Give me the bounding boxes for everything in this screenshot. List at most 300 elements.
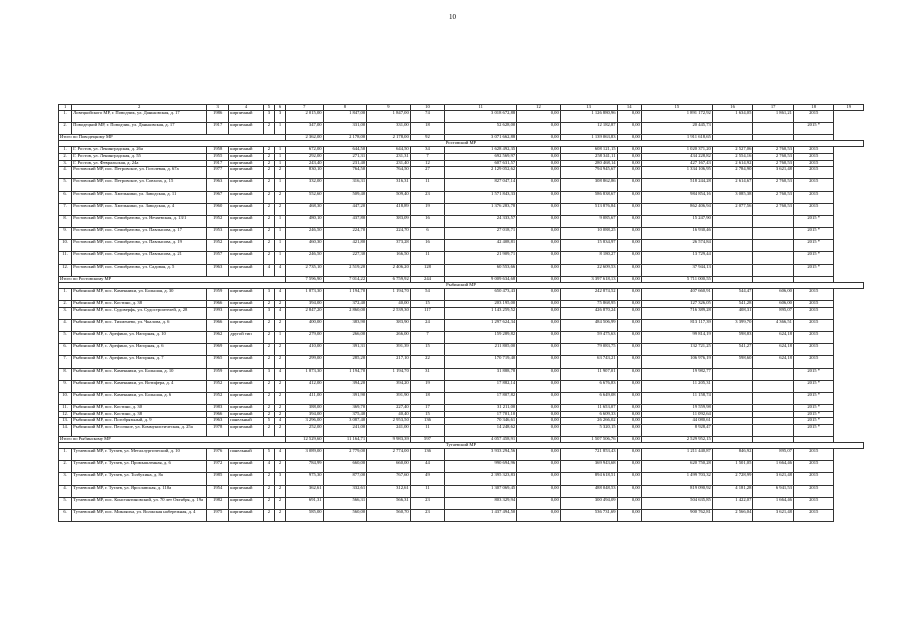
table-cell: 59 475,63	[560, 332, 617, 344]
table-row	[59, 356, 864, 368]
table-cell: 11	[410, 179, 444, 191]
table-cell: 1	[274, 240, 285, 252]
table-cell: 2	[263, 344, 274, 356]
table-cell: 54	[410, 288, 444, 300]
table-cell: 1976	[207, 449, 229, 461]
table-cell: 1.	[59, 288, 72, 300]
table-cell: 2015 *	[793, 240, 834, 252]
table-cell: кирпичный	[229, 473, 263, 485]
table-cell: 2	[263, 356, 274, 368]
table-cell: 0,00	[517, 437, 561, 443]
table-cell: 0,00	[517, 380, 561, 392]
table-cell: 19 982,77	[641, 368, 712, 380]
table-cell: 217,10	[367, 356, 411, 368]
table-cell: 1 873,30	[286, 288, 324, 300]
table-cell: 369 943,68	[560, 461, 617, 473]
table-cell: кирпичный	[229, 356, 263, 368]
table-cell: 9.	[59, 228, 72, 240]
table-row	[59, 405, 864, 412]
table-cell: 2	[274, 356, 285, 368]
table-cell: 0,00	[517, 215, 561, 227]
table-cell: Рыбинский МР, с. Арефино, ул. Нагорная, д. 7	[72, 356, 207, 368]
table-cell	[753, 368, 794, 380]
table-cell: 11.	[59, 405, 72, 412]
table-cell: 0,00	[617, 307, 641, 319]
table-cell: 1959	[207, 368, 229, 380]
table-cell: 4 057 458,91	[445, 437, 517, 443]
table-cell: 900 762,81	[641, 510, 712, 522]
table-cell	[753, 264, 794, 276]
table-cell: 9 085,67	[560, 215, 617, 227]
table-cell	[712, 240, 753, 252]
table-cell: 2015	[793, 485, 834, 497]
table-cell: 794 945,67	[560, 167, 617, 179]
table-cell: 0,00	[617, 228, 641, 240]
table-cell: 0,00	[517, 424, 561, 436]
table-row	[59, 240, 864, 252]
table-cell: кирпичный	[229, 485, 263, 497]
table-cell: 2	[274, 344, 285, 356]
table-cell: 1	[274, 215, 285, 227]
table-cell: 1954	[207, 485, 229, 497]
table-cell: 0,00	[517, 418, 561, 425]
table-cell: 607 631,57	[445, 160, 517, 167]
table-cell: 0,00	[517, 319, 561, 331]
table-cell: 203 195,00	[445, 301, 517, 308]
table-cell: Рыбинский МР, пос. Костино, д. 30	[72, 405, 207, 412]
table-cell: 74	[410, 111, 444, 123]
table-cell: 2	[263, 228, 274, 240]
table-cell: 5.	[59, 497, 72, 509]
table-cell: 1 847,00	[323, 111, 367, 123]
table-cell: Рыбинский МР, пос. Костино, д. 38	[72, 301, 207, 308]
table-cell: кирпичный	[229, 252, 263, 264]
table-cell: 2 554,16	[712, 153, 753, 160]
table-cell: 2	[263, 215, 274, 227]
table-cell: 2	[274, 497, 285, 509]
table-row	[59, 203, 864, 215]
table-cell: 672,00	[286, 147, 324, 154]
table-cell: кирпичный	[229, 167, 263, 179]
table-cell: 2 566,04	[712, 510, 753, 522]
table-cell: 846,92	[712, 449, 753, 461]
table-cell: 23	[410, 191, 444, 203]
table-cell: 15 247,90	[641, 215, 712, 227]
table-cell: 5 320,15	[560, 424, 617, 436]
table-cell: 3 296,00	[286, 418, 324, 425]
table-cell: 2 860,00	[323, 307, 367, 319]
table-cell: 13 729,44	[641, 252, 712, 264]
table-row	[59, 179, 864, 191]
table-cell: 1	[274, 332, 285, 344]
table-cell: 37 944,13	[641, 264, 712, 276]
table-row	[59, 191, 864, 203]
table-cell: 331,00	[367, 123, 411, 135]
table-cell: 2	[263, 301, 274, 308]
table-cell: 0,00	[517, 485, 561, 497]
table-row	[59, 368, 864, 380]
table-cell: кирпичный	[229, 288, 263, 300]
table-cell: 2015 *	[793, 411, 834, 418]
table-cell: 3	[274, 473, 285, 485]
table-cell: 2015 *	[793, 418, 834, 425]
table-cell	[712, 411, 753, 418]
table-row	[59, 497, 864, 509]
table-cell: 2	[274, 424, 285, 436]
table-cell: 2	[274, 411, 285, 418]
table-cell: 2 728,99	[712, 473, 753, 485]
table-cell: 644,50	[323, 147, 367, 154]
table-cell: 3	[263, 288, 274, 300]
table-cell: кирпичный	[229, 392, 263, 404]
table-cell: Тутаевский МР	[59, 443, 864, 449]
table-cell: 2015 *	[793, 252, 834, 264]
table-cell: 10.	[59, 392, 72, 404]
table-cell: Ловецкойского МР, г. Поводчик, ул. Даньковская, д. 17	[72, 111, 207, 123]
table-cell: 4	[274, 449, 285, 461]
table-cell: 813 117,39	[641, 319, 712, 331]
table-cell: Тутаевский МР, пос. Константиновский, ул. 70 лет Октября, д. 19а	[72, 497, 207, 509]
table-cell: 312,61	[367, 485, 411, 497]
table-cell: 4	[274, 368, 285, 380]
table-cell: 984 854,16	[641, 191, 712, 203]
table-cell: 407 660,91	[641, 288, 712, 300]
table-cell: 1986	[207, 111, 229, 123]
table-cell: 27	[410, 167, 444, 179]
table-cell: 159 289,82	[445, 332, 517, 344]
table-cell: 2 614,92	[712, 160, 753, 167]
table-cell: 227,40	[367, 405, 411, 412]
table-cell: 252,00	[286, 424, 324, 436]
table-cell: кирпичный	[229, 405, 263, 412]
table-cell	[753, 418, 794, 425]
table-cell: 7	[410, 153, 444, 160]
table-cell: 7	[410, 332, 444, 344]
table-cell: 6.	[59, 191, 72, 203]
table-cell: 15	[410, 411, 444, 418]
table-cell: 434 228,82	[641, 153, 712, 160]
table-cell: 0,00	[517, 264, 561, 276]
table-cell: 2	[263, 319, 274, 331]
table-cell: 383,90	[323, 319, 367, 331]
table-cell: 597	[410, 437, 444, 443]
table-cell: 394,00	[286, 411, 324, 418]
table-cell: 1.	[59, 449, 72, 461]
table-cell: 437,80	[323, 215, 367, 227]
table-cell: Рыбинский МР, пос. Каменники, ул. Вотифера, д. 4	[72, 380, 207, 392]
table-cell: 14 248,62	[445, 424, 517, 436]
table-cell: 26 266,02	[560, 418, 617, 425]
table-row	[59, 167, 864, 179]
table-row	[59, 473, 864, 485]
table-cell: кирпичный	[229, 497, 263, 509]
table-cell: 391,39	[367, 344, 411, 356]
table-row	[59, 449, 864, 461]
table-cell: 1 143 259,52	[445, 307, 517, 319]
table-cell: 2	[263, 147, 274, 154]
table-cell: 2	[274, 392, 285, 404]
table-cell: 0,00	[617, 240, 641, 252]
table-cell: 1917	[207, 123, 229, 135]
table-cell: 1963	[207, 179, 229, 191]
table-cell: кирпичный	[229, 147, 263, 154]
table-row	[59, 485, 864, 497]
table-cell: 2 527,06	[712, 147, 753, 154]
table-cell	[712, 368, 753, 380]
table-cell: Итого по Поводецкому МР	[59, 135, 286, 141]
table-cell: Рыбинский МР, пос. Каменники, ул. Большая, д. 30	[72, 288, 207, 300]
table-cell: 3	[274, 111, 285, 123]
table-cell: 2015	[793, 147, 834, 154]
table-cell: 721 853,43	[560, 449, 617, 461]
table-cell: 279,00	[286, 332, 324, 344]
table-cell: 1 873,30	[286, 368, 324, 380]
table-cell: 2	[263, 179, 274, 191]
table-cell: 692 569,97	[445, 153, 517, 160]
table-cell: 0,00	[517, 301, 561, 308]
table-cell	[753, 240, 794, 252]
table-row	[59, 111, 864, 123]
table-cell: 6 759,92	[367, 276, 411, 282]
table-cell: 0,00	[517, 111, 561, 123]
table-cell: 2015	[793, 473, 834, 485]
table-cell: 0,00	[517, 160, 561, 167]
table-cell: 34	[410, 147, 444, 154]
table-cell: 2015	[793, 167, 834, 179]
table-cell: 99 814,19	[641, 332, 712, 344]
table-cell: 6	[410, 228, 444, 240]
table-cell: 830,10	[286, 167, 324, 179]
table-cell: 0,00	[617, 449, 641, 461]
table-cell: 9 983,39	[367, 437, 411, 443]
table-cell: 0,00	[517, 332, 561, 344]
table-cell: 1975	[207, 510, 229, 522]
table-cell	[753, 411, 794, 418]
table-cell	[712, 380, 753, 392]
table-cell: Г. Ростов, ул. Ленинградская, д. 55	[72, 153, 207, 160]
table-cell: 0,00	[617, 288, 641, 300]
table-cell: 19	[834, 105, 864, 111]
table-cell: 1 861,21	[753, 111, 794, 123]
table-cell: 8	[323, 105, 367, 111]
table-cell: 975,30	[286, 473, 324, 485]
table-cell: 5	[263, 418, 274, 425]
table-cell: 2	[274, 405, 285, 412]
table-cell: 2015	[793, 203, 834, 215]
table-cell: 624,18	[753, 344, 794, 356]
table-cell: 5.	[59, 332, 72, 344]
table-cell: 0,00	[517, 135, 561, 141]
table-cell: 21 909,71	[445, 252, 517, 264]
table-cell: 1	[274, 160, 285, 167]
table-cell: 244	[410, 276, 444, 282]
table-cell: 2	[263, 380, 274, 392]
table-cell: 1 422,07	[712, 497, 753, 509]
table-cell: 258 341,11	[560, 153, 617, 160]
table-cell: 7.	[59, 356, 72, 368]
table-cell	[753, 215, 794, 227]
table-cell: 266,00	[367, 332, 411, 344]
table-cell: 1966	[207, 319, 229, 331]
table-cell: 16	[410, 240, 444, 252]
table-cell: 1 664,46	[753, 497, 794, 509]
table-cell: 6.	[59, 510, 72, 522]
table-cell: 1965	[207, 356, 229, 368]
table-row	[59, 215, 864, 227]
table-row	[59, 160, 864, 167]
table-cell: 2	[263, 153, 274, 160]
table-cell: 4	[274, 418, 285, 425]
table-cell	[753, 252, 794, 264]
table-cell: 362,61	[286, 485, 324, 497]
table-cell: 9	[367, 105, 411, 111]
table-cell: Тутаевский МР, г. Тутаев, ул. Металлургический, д. 10	[72, 449, 207, 461]
table-cell: 2015	[793, 153, 834, 160]
table-cell: 2 362,00	[286, 135, 324, 141]
table-cell: 372,40	[323, 301, 367, 308]
table-cell: 2015 *	[793, 123, 834, 135]
table-cell: 2 760,53	[753, 191, 794, 203]
table-cell: 0,00	[517, 191, 561, 203]
table-cell: 63 743,21	[560, 356, 617, 368]
table-cell: 1958	[207, 147, 229, 154]
table-cell: 4 181,28	[712, 485, 753, 497]
table-cell: 4	[274, 307, 285, 319]
table-cell: Рыбинский МР, пос. Судоверфь, ул. Судостроителей, д. 28	[72, 307, 207, 319]
table-cell: 509,40	[367, 191, 411, 203]
table-cell: 5	[263, 105, 274, 111]
table-cell: 784,99	[286, 461, 324, 473]
table-cell: 716 389,28	[641, 307, 712, 319]
table-cell: 17 807,82	[445, 392, 517, 404]
table-cell: 44 080,61	[641, 418, 712, 425]
table-cell: 3.	[59, 307, 72, 319]
table-row	[59, 344, 864, 356]
table-cell: 75 868,95	[560, 301, 617, 308]
table-cell: 0,00	[617, 252, 641, 264]
table-cell: Г. Ростов, ул. Ленинградская, д. 26а	[72, 147, 207, 154]
table-cell: 1917	[207, 160, 229, 167]
table-cell: 2 760,53	[753, 179, 794, 191]
table-cell: 0,00	[617, 510, 641, 522]
table-cell: 1983	[207, 405, 229, 412]
table-cell	[712, 215, 753, 227]
table-cell: 241,00	[323, 424, 367, 436]
table-cell: 2015	[793, 461, 834, 473]
table-cell: 1972	[207, 461, 229, 473]
table-cell: 0,00	[517, 344, 561, 356]
table-cell: 3 071 662,88	[445, 135, 517, 141]
table-cell: кирпичный	[229, 191, 263, 203]
table-cell: 8 928,47	[641, 424, 712, 436]
table-cell: 0,00	[617, 276, 641, 282]
table-cell: 0,00	[617, 153, 641, 160]
table-cell: 410,00	[286, 344, 324, 356]
table-cell: 3.	[59, 473, 72, 485]
table-cell: 560,00	[323, 510, 367, 522]
table-cell: 2	[263, 332, 274, 344]
table-cell: 1978	[207, 424, 229, 436]
table-cell: 2	[263, 510, 274, 522]
table-cell: 22	[410, 356, 444, 368]
table-cell: 1952	[207, 240, 229, 252]
table-cell: 2	[274, 167, 285, 179]
table-cell: 3	[263, 307, 274, 319]
table-cell: 11 907,01	[560, 368, 617, 380]
table-cell: 894 618,51	[560, 473, 617, 485]
table-cell: Итого по Рыбинскому МР	[59, 437, 286, 443]
table-row	[59, 424, 864, 436]
table-cell: 12	[517, 105, 561, 111]
table-cell: Тутаевский МР, пос. Микляиха, ул. Волжская набережная, д. 4	[72, 510, 207, 522]
table-cell: 468,30	[286, 203, 324, 215]
table-cell: 1.	[59, 111, 72, 123]
table-row	[59, 123, 864, 135]
table-cell: 14	[617, 105, 641, 111]
table-cell: 3 621,48	[753, 510, 794, 522]
table-cell: 308 862,86	[560, 179, 617, 191]
table-cell: 1960	[207, 203, 229, 215]
table-cell: Г. Ростов, ул. Февральская, д. 24а	[72, 160, 207, 167]
table-cell: 2 406,20	[367, 264, 411, 276]
table-cell: 2.	[59, 461, 72, 473]
table-cell: 513 876,84	[560, 203, 617, 215]
table-cell: 17	[753, 105, 794, 111]
table-cell: 1963	[207, 264, 229, 276]
table-cell: 6	[274, 105, 285, 111]
table-cell: 2 529 952,15	[641, 437, 712, 443]
table-cell: 394,00	[286, 301, 324, 308]
table-cell: 2	[72, 105, 207, 111]
table-cell: 764,50	[367, 167, 411, 179]
table-cell: 2	[263, 160, 274, 167]
table-cell: 11	[410, 252, 444, 264]
table-cell: 127 326,05	[641, 301, 712, 308]
table-cell: 426 870,24	[560, 307, 617, 319]
table-cell	[753, 405, 794, 412]
table-cell: 347,00	[286, 123, 324, 135]
table-cell: 2	[263, 411, 274, 418]
table-cell: 585,00	[286, 510, 324, 522]
table-cell: 509,40	[323, 191, 367, 203]
table-cell: панельный	[229, 418, 263, 425]
table-cell: 383,90	[367, 319, 411, 331]
table-cell: 2015	[793, 332, 834, 344]
table-cell: кирпичный	[229, 228, 263, 240]
table-cell: 241,00	[367, 424, 411, 436]
table-cell: 447,20	[323, 203, 367, 215]
table-cell: 3	[207, 105, 229, 111]
table-cell: 23	[410, 510, 444, 522]
table-cell: 18	[793, 105, 834, 111]
table-cell: 2015 *	[793, 424, 834, 436]
table-cell: 2	[263, 473, 274, 485]
table-row	[59, 301, 864, 308]
table-cell: 5.	[59, 179, 72, 191]
table-cell: 0,00	[617, 368, 641, 380]
table-cell: 292,00	[286, 153, 324, 160]
table-cell: 2015	[793, 288, 834, 300]
table-cell: 2015 *	[793, 405, 834, 412]
table-cell: 375,40	[323, 411, 367, 418]
table-cell: 541,28	[712, 301, 753, 308]
table-cell: 2015 *	[793, 368, 834, 380]
table-cell: 27 018,71	[445, 228, 517, 240]
table-cell: 394,20	[323, 380, 367, 392]
table-cell: кирпичный	[229, 264, 263, 276]
table-cell: 827 047,14	[445, 179, 517, 191]
table-cell: 316,31	[323, 179, 367, 191]
